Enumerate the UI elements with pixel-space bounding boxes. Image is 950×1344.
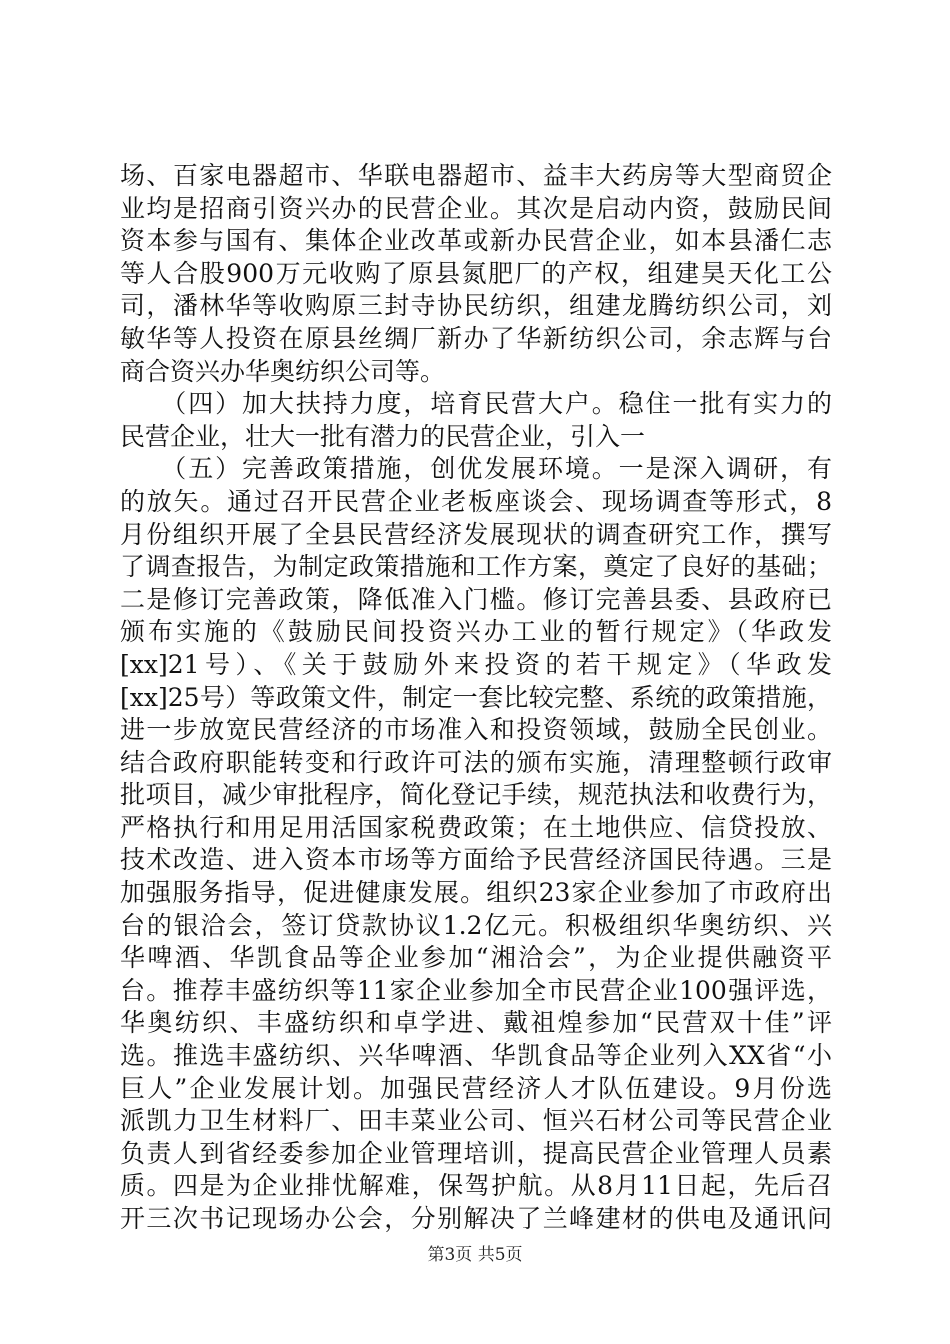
text-line: 二是修订完善政策，降低准入门槛。修订完善县委、县政府已 xyxy=(120,584,832,614)
text-line: 结合政府职能转变和行政许可法的颁布实施，清理整顿行政审 xyxy=(120,747,832,777)
text-line: 负责人到省经委参加企业管理培训，提高民营企业管理人员素 xyxy=(120,1138,832,1168)
text-line: 场、百家电器超市、华联电器超市、益丰大药房等大型商贸企 xyxy=(120,161,832,190)
body-text xyxy=(120,160,832,1236)
text-line: 进一步放宽民营经济的市场准入和投资领域，鼓励全民创业。 xyxy=(120,715,832,745)
text-line: 华啤酒、华凯食品等企业参加“湘洽会”，为企业提供融资平 xyxy=(120,943,832,973)
text-line: 台的银洽会，签订贷款协议1.2亿元。积极组织华奥纺织、兴 xyxy=(120,910,832,940)
text-line: 了调查报告，为制定政策措施和工作方案，奠定了良好的基础； xyxy=(120,552,832,582)
text-line: 等人合股900万元收购了原县氮肥厂的产权，组建昊天化工公 xyxy=(120,258,832,288)
text-line: 技术改造、进入资本市场等方面给予民营经济国民待遇。三是 xyxy=(120,845,832,875)
text-line: 巨人”企业发展计划。加强民营经济人才队伍建设。9月份选 xyxy=(120,1073,832,1103)
page-footer xyxy=(0,1244,950,1266)
text-line: 华奥纺织、丰盛纺织和卓学进、戴祖煌参加“民营双十佳”评 xyxy=(120,1008,832,1038)
text-line: 严格执行和用足用活国家税费政策；在土地供应、信贷投放、 xyxy=(120,812,832,842)
text-line: 月份组织开展了全县民营经济发展现状的调查研究工作，撰写 xyxy=(120,519,832,549)
text-line: 颁布实施的《鼓励民间投资兴办工业的暂行规定》（华政发 xyxy=(120,617,832,647)
text-line: （五）完善政策措施，创优发展环境。一是深入调研，有 xyxy=(120,454,832,484)
text-line: 资本参与国有、集体企业改革或新办民营企业，如本县潘仁志 xyxy=(120,226,832,256)
text-line: 商合资兴办华奥纺织公司等。 xyxy=(120,356,446,386)
text-line: 台。推荐丰盛纺织等11家企业参加全市民营企业100强评选， xyxy=(120,975,832,1005)
text-line: 司，潘林华等收购原三封寺协民纺织，组建龙腾纺织公司，刘 xyxy=(120,291,832,321)
text-line: （四）加大扶持力度，培育民营大户。稳住一批有实力的 xyxy=(120,389,832,419)
text-line: 业均是招商引资兴办的民营企业。其次是启动内资，鼓励民间 xyxy=(120,193,832,223)
text-line: 选。推选丰盛纺织、兴华啤酒、华凯食品等企业列入XX省“小 xyxy=(120,1041,832,1071)
text-line: 加强服务指导，促进健康发展。组织23家企业参加了市政府出 xyxy=(120,878,832,908)
text-line: 派凯力卫生材料厂、田丰菜业公司、恒兴石材公司等民营企业 xyxy=(120,1106,832,1136)
text-line: 开三次书记现场办公会，分别解决了兰峰建材的供电及通讯问 xyxy=(120,1204,832,1233)
page-number: 第3页 共5页 xyxy=(427,1245,523,1265)
text-line: 的放矢。通过召开民营企业老板座谈会、现场调查等形式，8 xyxy=(120,486,832,516)
text-line: [xx]21号）、《关于鼓励外来投资的若干规定》（华政发 xyxy=(120,649,832,679)
text-line: 批项目，减少审批程序，简化登记手续，规范执法和收费行为， xyxy=(120,780,832,810)
text-line: 敏华等人投资在原县丝绸厂新办了华新纺织公司，余志辉与台 xyxy=(120,323,832,353)
text-line: [xx]25号）等政策文件，制定一套比较完整、系统的政策措施， xyxy=(120,682,832,712)
text-line: 民营企业，壮大一批有潜力的民营企业，引入一 xyxy=(120,421,646,451)
text-line: 质。四是为企业排忧解难，保驾护航。从8月11日起，先后召 xyxy=(120,1171,832,1201)
